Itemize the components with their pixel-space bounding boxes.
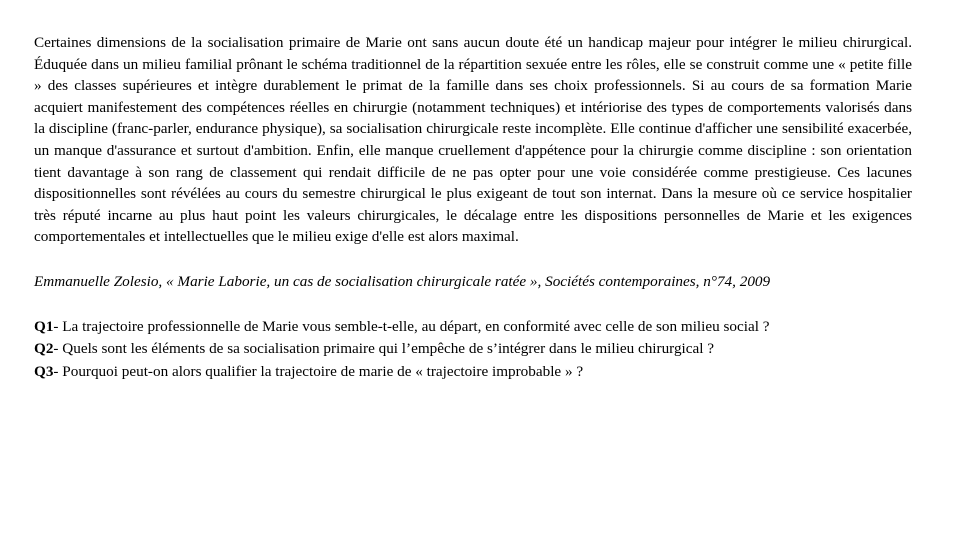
- question-1: [34, 316, 912, 339]
- source-citation: Emmanuelle Zolesio, « Marie Laborie, un cas de socialisation chirurgicale ratée », Sociétés contemporaines, n°74, 2009: [34, 272, 771, 290]
- question-3-label: Q3: [34, 362, 54, 380]
- document-page: [34, 32, 912, 383]
- question-1-label: Q1: [34, 317, 54, 335]
- question-2: [34, 338, 912, 361]
- question-2-text: - Quels sont les éléments de sa socialisation primaire qui l’empêche de s’intégrer dans le milieu chirurgical ?: [53, 340, 715, 358]
- questions-list: [34, 316, 912, 384]
- question-2-label: Q2: [34, 340, 54, 358]
- main-paragraph: Certaines dimensions de la socialisation primaire de Marie ont sans aucun doute été un handicap majeur pour intégrer le milieu chirurgical. Éduquée dans un milieu familial prônant le schéma traditionnel de la répartition sexuée entre les rôles, elle se construit comme une « petite fille » des classes supérieures et intègre durablement le primat de la famille dans ses choix professionnels. Si au cours de sa formation Marie acquiert manifestement des compétences réelles en chirurgie (notamment techniques) et intériorise des types de comportements valorisés dans la discipline (franc-parler, endurance physique), sa socialisation chirurgicale reste incomplète. Elle continue d'afficher une sensibilité exacerbée, un manque d'assurance et surtout d'ambition. Enfin, elle manque cruellement d'appétence pour la chirurgie comme discipline : son orientation tient davantage à son rang de classement qui rendait difficile de ne pas opter pour une voie considérée comme prestigieuse. Ces lacunes dispositionnelles sont révélées au cours du semestre chirurgical le plus exigeant de tout son internat. Dans la mesure où ce service hospitalier très réputé incarne au plus haut point les valeurs chirurgicales, le décalage entre les dispositions personnelles de Marie et les exigences comportementales et intellectuelles que le milieu exige d'elle est alors maximal.: [34, 34, 912, 246]
- question-1-text: - La trajectoire professionnelle de Marie vous semble-t-elle, au départ, en conformité avec celle de son milieu social ?: [53, 317, 770, 335]
- question-3: [34, 361, 912, 384]
- question-3-text: - Pourquoi peut-on alors qualifier la trajectoire de marie de « trajectoire improbable » ?: [53, 362, 584, 380]
